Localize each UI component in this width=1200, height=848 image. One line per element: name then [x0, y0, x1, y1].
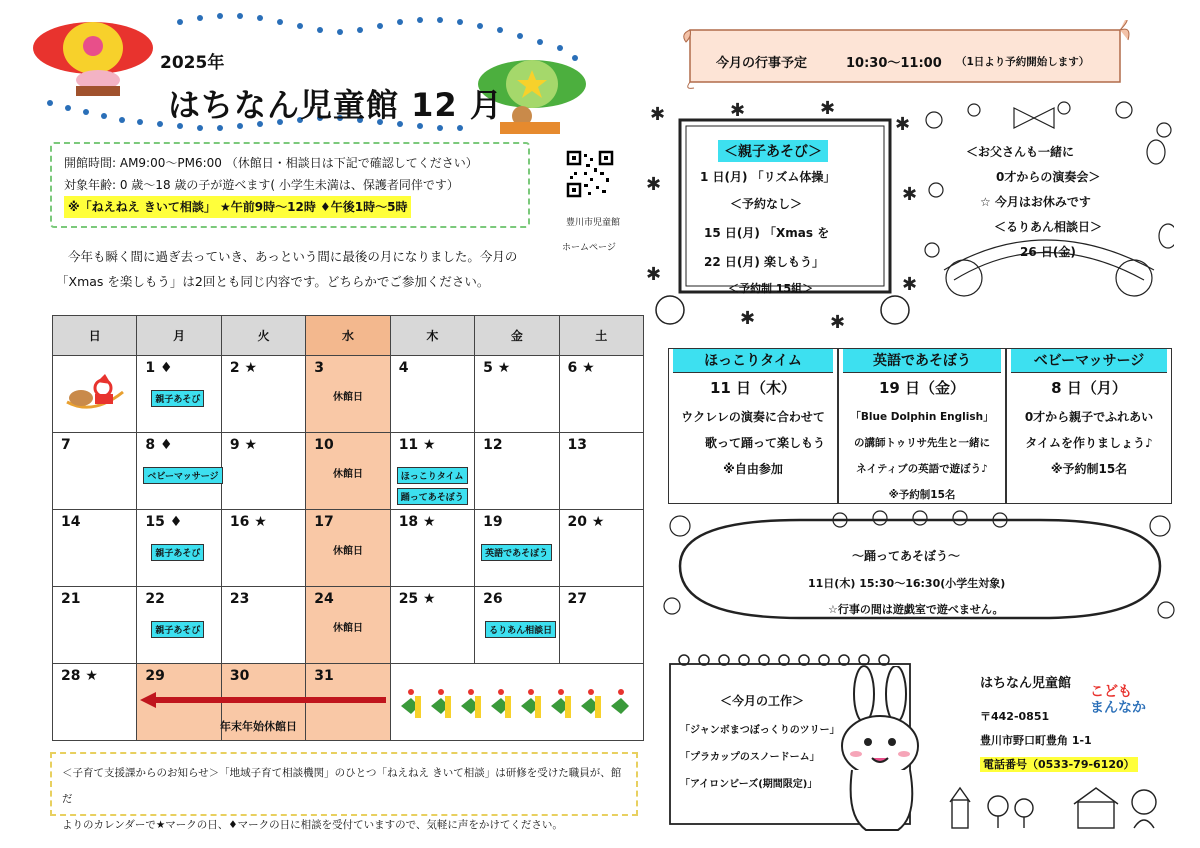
calendar-cell[interactable] — [559, 433, 643, 510]
day-number: 29 — [145, 668, 165, 684]
svg-text:✱: ✱ — [740, 308, 756, 329]
info-box — [50, 142, 530, 228]
calendar-cell[interactable] — [475, 587, 559, 664]
program-baby-massage — [1007, 349, 1171, 503]
oyako-asobi-section — [680, 140, 880, 296]
day-number: 19 — [483, 514, 503, 530]
center-name: はちなん児童館 — [980, 676, 1072, 691]
day-number: 3 — [314, 360, 325, 376]
svg-text:✱: ✱ — [646, 264, 662, 285]
oyako-line-5: ＜予約制 15組＞ — [728, 282, 814, 295]
calendar-header-row — [53, 316, 644, 356]
calendar-cell-closed[interactable] — [306, 433, 390, 510]
day-number: 12 — [483, 437, 503, 453]
weekday-mon: 月 — [137, 316, 221, 356]
weekday-sat: 土 — [559, 316, 643, 356]
calendar-cell[interactable] — [559, 356, 643, 433]
day-number: 30 — [229, 668, 250, 684]
calendar-cell[interactable] — [475, 510, 559, 587]
program-line: タイムを作りましょう♪ — [1025, 436, 1153, 450]
day-number: 5 ★ — [483, 360, 511, 376]
calendar-cell[interactable] — [559, 510, 643, 587]
event-tag: ほっこりタイム — [397, 467, 468, 484]
day-number: 22 — [145, 591, 165, 607]
events-title: 今月の行事予定 — [716, 56, 808, 71]
target-age: 対象年齢: 0 歳～18 歳の子が遊べます( 小学生未満は、保護者同伴です） — [64, 178, 459, 192]
concert-section — [940, 140, 1102, 265]
calendar-cell[interactable] — [475, 356, 559, 433]
program-line: ネイティブの英語で遊ぼう♪ — [856, 463, 988, 475]
calendar-cell[interactable] — [390, 587, 474, 664]
day-number: 2 ★ — [229, 360, 258, 376]
program-line: 0才から親子でふれあい — [1024, 410, 1154, 424]
event-tag: 親子あそび — [151, 621, 204, 638]
calendar-cell[interactable] — [53, 510, 137, 587]
closed-label: 休館日 — [332, 623, 363, 634]
svg-text:✱: ✱ — [646, 174, 662, 195]
support-notice — [50, 752, 638, 831]
program-date: 11 日（木） — [709, 379, 797, 397]
calendar-cell-closed[interactable] — [306, 510, 390, 587]
program-hokkori — [669, 349, 837, 503]
qr-label-homepage: ホームページ — [562, 243, 616, 253]
calendar-week — [53, 510, 644, 587]
year-end-arrow-icon — [140, 690, 390, 710]
calendar-cell-empty — [53, 356, 137, 433]
events-time: 10:30～11:00 — [846, 56, 942, 71]
year-end-holiday-label: 年末年始休館日 — [220, 720, 297, 733]
day-number: 31 — [314, 668, 334, 684]
event-tag: 親子あそび — [151, 544, 204, 561]
program-line: の講師トゥリサ先生と一緒に — [853, 437, 991, 449]
calendar-cell[interactable] — [221, 587, 305, 664]
closed-label: 休館日 — [332, 392, 363, 403]
concert-line-5: 26 日(金) — [1020, 245, 1076, 259]
day-number: 17 — [314, 514, 334, 530]
program-line: ※予約制15名 — [1050, 462, 1128, 476]
holly-decoration-cell — [390, 664, 643, 741]
notice-line-1: ＜子育て支援課からのお知らせ＞「地域子育て相談機関」のひとつ「ねえねえ きいて相談」は研修を受けた職員が、館だ — [62, 767, 622, 805]
program-line: ※予約制15名 — [888, 489, 956, 501]
weekday-sun: 日 — [53, 316, 137, 356]
day-number: 15 ♦ — [145, 514, 183, 530]
qr-label-name: 豊川市児童館 — [566, 218, 621, 228]
calendar-cell[interactable] — [559, 587, 643, 664]
oyako-line-4: 22 日(月) 楽しもう」 — [704, 255, 825, 269]
qr-code-icon[interactable] — [566, 150, 614, 198]
calendar-cell-closed[interactable] — [306, 356, 390, 433]
calendar-cell-closed[interactable] — [306, 587, 390, 664]
day-number: 28 ★ — [61, 668, 98, 684]
program-head: ほっこりタイム — [673, 349, 833, 373]
craft-item: 「ジャンボまつぼっくりのツリー」 — [680, 725, 840, 736]
logo-text-2: まんなか — [1090, 700, 1146, 716]
oyako-line-3: 15 日(月) 「Xmas を — [704, 226, 830, 240]
address: 豊川市野口町豊角 1-1 — [980, 734, 1092, 747]
calendar-cell[interactable] — [221, 433, 305, 510]
svg-text:✱: ✱ — [902, 274, 918, 295]
day-number: 23 — [229, 591, 250, 607]
closed-label: 休館日 — [332, 469, 363, 480]
weekday-thu: 木 — [390, 316, 474, 356]
town-illustration — [948, 780, 1168, 832]
program-head: 英語であそぼう — [843, 349, 1001, 373]
phone-number: 電話番号（0533-79-6120） — [980, 757, 1138, 772]
calendar-week — [53, 433, 644, 510]
day-number: 8 ♦ — [145, 437, 173, 453]
svg-text:✱: ✱ — [650, 104, 666, 125]
craft-section — [680, 692, 840, 798]
svg-text:✱: ✱ — [895, 114, 911, 135]
day-number: 13 — [567, 437, 588, 453]
program-line: 「Blue Dolphin English」 — [850, 411, 994, 423]
event-tag: ベビーマッサージ — [143, 467, 222, 484]
intro-line-2: 「Xmas を楽しもう」は2回とも同じ内容です。どちらかでご参加ください。 — [56, 274, 490, 289]
calendar-week — [53, 356, 644, 433]
event-tag: るりあん相談日 — [485, 621, 556, 638]
event-tag: 英語であそぼう — [481, 544, 552, 561]
calendar-cell[interactable] — [475, 433, 559, 510]
craft-item: 「アイロンビーズ(期間限定)」 — [680, 779, 818, 790]
day-number: 20 ★ — [567, 514, 605, 530]
concert-line-3: ☆ 今月はお休みです — [980, 195, 1091, 209]
svg-text:✱: ✱ — [902, 184, 918, 205]
program-head: ベビーマッサージ — [1011, 349, 1167, 373]
consult-hours: ※「ねえねえ きいて相談」 ★午前9時～12時 ♦午後1時～5時 — [64, 196, 411, 218]
program-line: ※自由参加 — [723, 462, 783, 476]
day-number: 11 ★ — [398, 437, 436, 453]
oyako-line-1: 1 日(月) 「リズム体操」 — [700, 170, 836, 184]
day-number: 16 ★ — [229, 514, 267, 530]
weekday-fri: 金 — [475, 316, 559, 356]
calendar-cell[interactable] — [53, 664, 137, 741]
day-number: 9 ★ — [229, 437, 258, 453]
calendar — [52, 315, 644, 741]
day-number: 18 ★ — [398, 514, 436, 530]
day-number: 24 — [314, 591, 334, 607]
bunny-illustration — [826, 666, 936, 836]
notice-line-2: よりのカレンダーで★マークの日、♦マークの日に相談を受付ていますので、気軽に声をかけてください。 — [62, 819, 563, 831]
calendar-cell[interactable] — [221, 510, 305, 587]
event-tag: 踊ってあそぼう — [397, 488, 468, 505]
calendar-week — [53, 587, 644, 664]
day-number: 14 — [61, 514, 81, 530]
holly-garland-icon — [397, 686, 637, 726]
calendar-cell[interactable] — [137, 587, 221, 664]
calendar-cell[interactable] — [53, 587, 137, 664]
calendar-cell[interactable] — [221, 356, 305, 433]
program-date: 8 日（月） — [1051, 379, 1127, 397]
program-line: ウクレレの演奏に合わせて — [681, 410, 825, 424]
day-number: 7 — [61, 437, 71, 453]
logo-text-1: こども — [1090, 684, 1132, 700]
calendar-cell[interactable] — [137, 433, 221, 510]
year-label: 2025年 — [160, 53, 225, 73]
kodomo-mannaka-logo — [1090, 684, 1146, 716]
concert-line-2: 0才からの演奏会＞ — [996, 170, 1101, 184]
day-number: 6 ★ — [567, 360, 595, 376]
calendar-cell[interactable] — [390, 356, 474, 433]
calendar-cell[interactable] — [53, 433, 137, 510]
event-tag: 親子あそび — [151, 390, 204, 407]
day-number: 1 ♦ — [145, 360, 173, 376]
oyako-title: ＜親子あそび＞ — [718, 140, 828, 162]
closed-label: 休館日 — [332, 546, 363, 557]
day-number: 26 — [483, 591, 503, 607]
craft-title: ＜今月の工作＞ — [720, 694, 805, 708]
concert-line-4: ＜るりあん相談日＞ — [994, 220, 1103, 234]
craft-item: 「プラカップのスノードーム」 — [680, 752, 820, 763]
page-title: はちなん児童館 12 月 — [168, 86, 503, 124]
calendar-cell[interactable] — [137, 356, 221, 433]
svg-text:✱: ✱ — [730, 100, 746, 121]
dance-time: 11日(木) 15:30～16:30(小学生対象) — [808, 577, 1006, 590]
opening-hours: 開館時間: AM9:00～PM6:00 （休館日・相談日は下記で確認してください） — [64, 156, 478, 170]
concert-line-1: ＜お父さんも一緒に — [966, 145, 1075, 159]
zip-code: 〒442-0851 — [980, 710, 1050, 723]
calendar-cell[interactable] — [137, 510, 221, 587]
day-number: 25 ★ — [398, 591, 436, 607]
weekday-wed: 水 — [306, 316, 390, 356]
program-date: 19 日（金） — [878, 379, 966, 397]
day-number: 21 — [61, 591, 81, 607]
santa-sleigh-icon — [63, 372, 127, 416]
day-number: 27 — [567, 591, 588, 607]
program-english — [839, 349, 1005, 503]
calendar-cell[interactable] — [390, 433, 474, 510]
weekday-tue: 火 — [221, 316, 305, 356]
day-number: 4 — [398, 360, 409, 376]
program-line: 歌って踊って楽しもう — [704, 436, 825, 450]
calendar-cell[interactable] — [390, 510, 474, 587]
day-number: 10 — [314, 437, 334, 453]
hot-air-balloon-red-illustration — [28, 18, 158, 98]
dance-note: ☆行事の間は遊戯室で遊べません。 — [828, 603, 1004, 616]
programs-box — [668, 348, 1172, 504]
dance-title: ～踊ってあそぼう～ — [852, 549, 961, 563]
intro-text — [56, 244, 546, 294]
svg-text:✱: ✱ — [820, 100, 836, 119]
oyako-line-2: ＜予約なし＞ — [730, 197, 803, 211]
svg-text:✱: ✱ — [830, 312, 846, 330]
intro-line-1: 今年も瞬く間に過ぎ去っていき、あっという間に最後の月になりました。今月の — [68, 249, 518, 264]
events-note: （1日より予約開始します） — [956, 56, 1090, 68]
